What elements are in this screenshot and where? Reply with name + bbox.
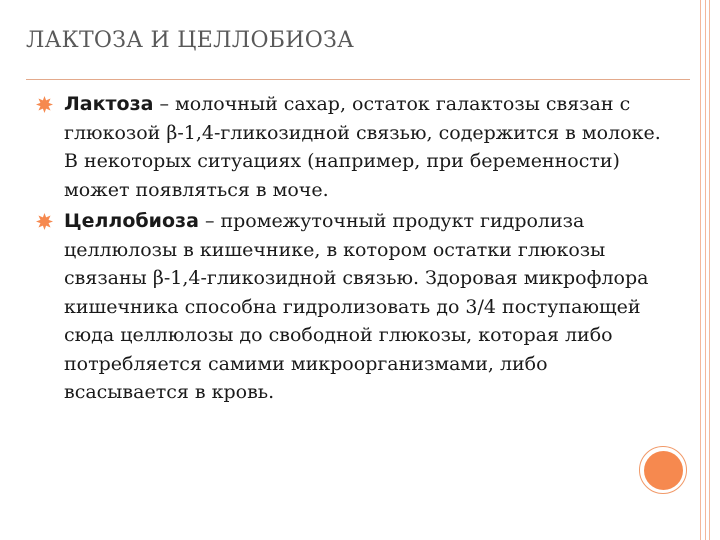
slide-content (26, 90, 666, 410)
decorative-circle-fill (644, 451, 683, 490)
bullet-term: Целлобиоза (64, 210, 199, 232)
bullet-cellobiose (26, 207, 666, 407)
starburst-bullet-icon (36, 213, 53, 230)
frame-border-line (709, 0, 710, 540)
title-underline (26, 79, 690, 80)
starburst-bullet-icon (36, 96, 53, 113)
bullet-term: Лактоза (64, 93, 154, 115)
bullet-text: – промежуточный продукт гидролиза целлюлозы в кишечнике, в котором остатки глюкозы связаны β-1,4-гликозидной связью. Здоровая микрофлора кишечника способна гидролизовать до 3/4 поступающей сюда целлюлозы до свободной глюкозы, которая либо потребляется самими микроорганизмами, либо всасывается в кровь. (64, 210, 649, 403)
frame-border-line (705, 0, 706, 540)
frame-border-line (700, 0, 701, 540)
bullet-text: – молочный сахар, остаток галактозы связан с глюкозой β-1,4-гликозидной связью, содержится в молоке. В некоторых ситуациях (например, при беременности) может появляться в моче. (64, 93, 661, 201)
slide-title: ЛАКТОЗА И ЦЕЛЛОБИОЗА (26, 28, 355, 53)
bullet-lactose (26, 90, 666, 204)
